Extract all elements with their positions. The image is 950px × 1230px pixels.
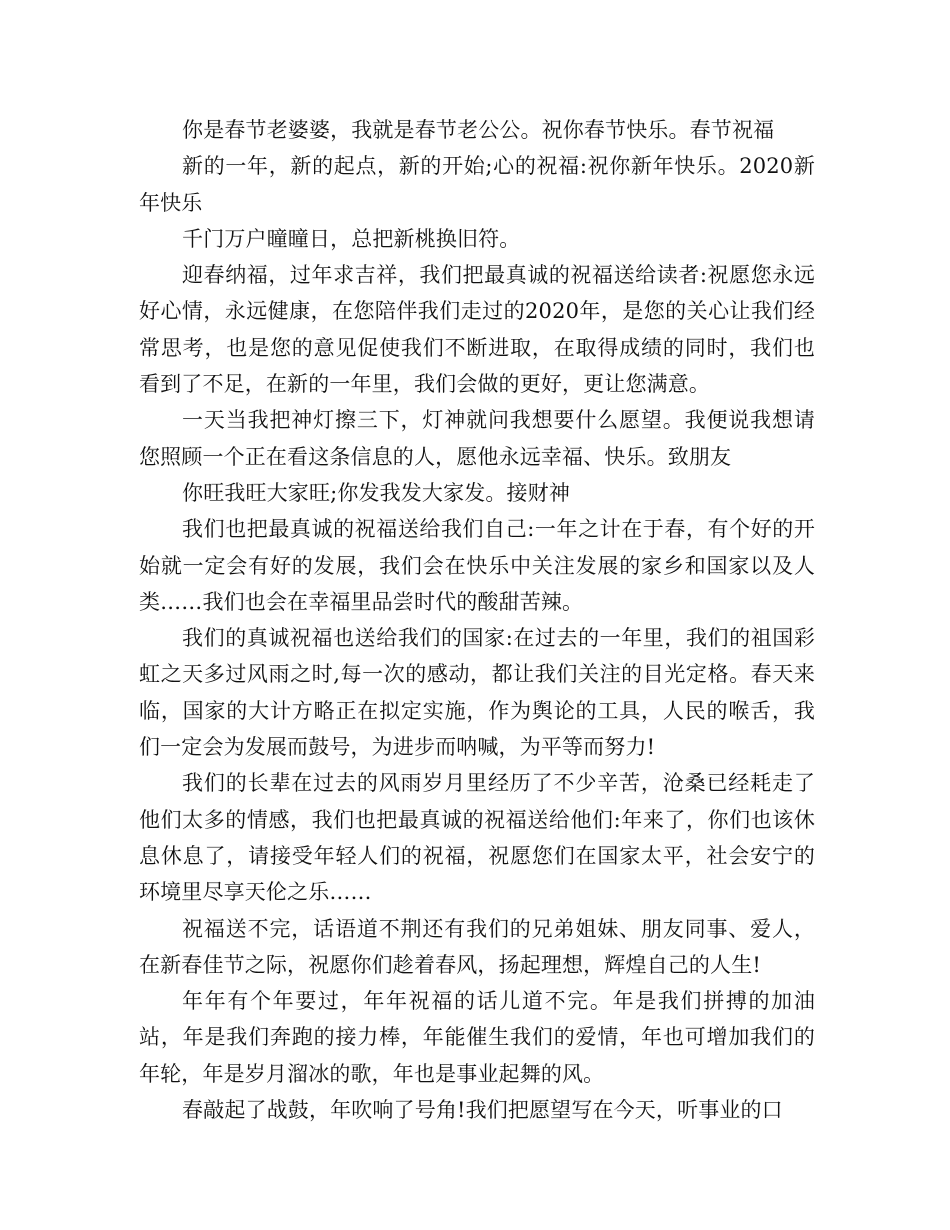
paragraph: 你是春节老婆婆，我就是春节老公公。祝你春节快乐。春节祝福 (182, 118, 775, 142)
paragraph: 一天当我把神灯擦三下，灯神就问我想要什么愿望。我便说我想请您照顾一个正在看这条信息的人，愿他永远幸福、快乐。致朋友 (139, 408, 815, 469)
paragraph: 祝福送不完，话语道不荆还有我们的兄弟姐妹、朋友同事、爱人，在新春佳节之际，祝愿你们趁着春风，扬起理想，辉煌自己的人生! (139, 916, 815, 977)
paragraph: 我们的长辈在过去的风雨岁月里经历了不少辛苦，沧桑已经耗走了他们太多的情感，我们也把最真诚的祝福送给他们:年来了，你们也该休息休息了，请接受年轻人们的祝福，祝愿您们在国家太平，社会安宁的环境里尽享天伦之乐…… (139, 771, 815, 905)
paragraph: 我们的真诚祝福也送给我们的国家:在过去的一年里，我们的祖国彩虹之天多过风雨之时,每一次的感动，都让我们关注的目光定格。春天来临，国家的大计方略正在拟定实施，作为舆论的工具，人民的喉舌，我们一定会为发展而鼓号，为进步而呐喊，为平等而努力! (139, 626, 815, 760)
paragraph: 你旺我旺大家旺;你发我发大家发。接财神 (182, 480, 570, 505)
document-body (139, 112, 815, 1128)
paragraph: 新的一年，新的起点，新的开始;心的祝福:祝你新年快乐。2020新年快乐 (139, 154, 815, 215)
paragraph: 年年有个年要过，年年祝福的话儿道不完。年是我们拼搏的加油站，年是我们奔跑的接力棒，年能催生我们的爱情，年也可增加我们的年轮，年是岁月溜冰的歌，年也是事业起舞的风。 (139, 989, 815, 1086)
paragraph: 千门万户曈曈日，总把新桃换旧符。 (182, 226, 521, 251)
paragraph: 迎春纳福，过年求吉祥，我们把最真诚的祝福送给读者:祝愿您永远好心情，永远健康，在您陪伴我们走过的2020年，是您的关心让我们经常思考，也是您的意见促使我们不断进取，在取得成绩的同时，我们也看到了不足，在新的一年里，我们会做的更好，更让您满意。 (139, 263, 815, 397)
paragraph: 我们也把最真诚的祝福送给我们自己:一年之计在于春，有个好的开始就一定会有好的发展，我们会在快乐中关注发展的家乡和国家以及人类……我们也会在幸福里品尝时代的酸甜苦辣。 (139, 517, 815, 614)
paragraph: 春敲起了战鼓，年吹响了号角!我们把愿望写在今天，听事业的口 (182, 1098, 783, 1123)
